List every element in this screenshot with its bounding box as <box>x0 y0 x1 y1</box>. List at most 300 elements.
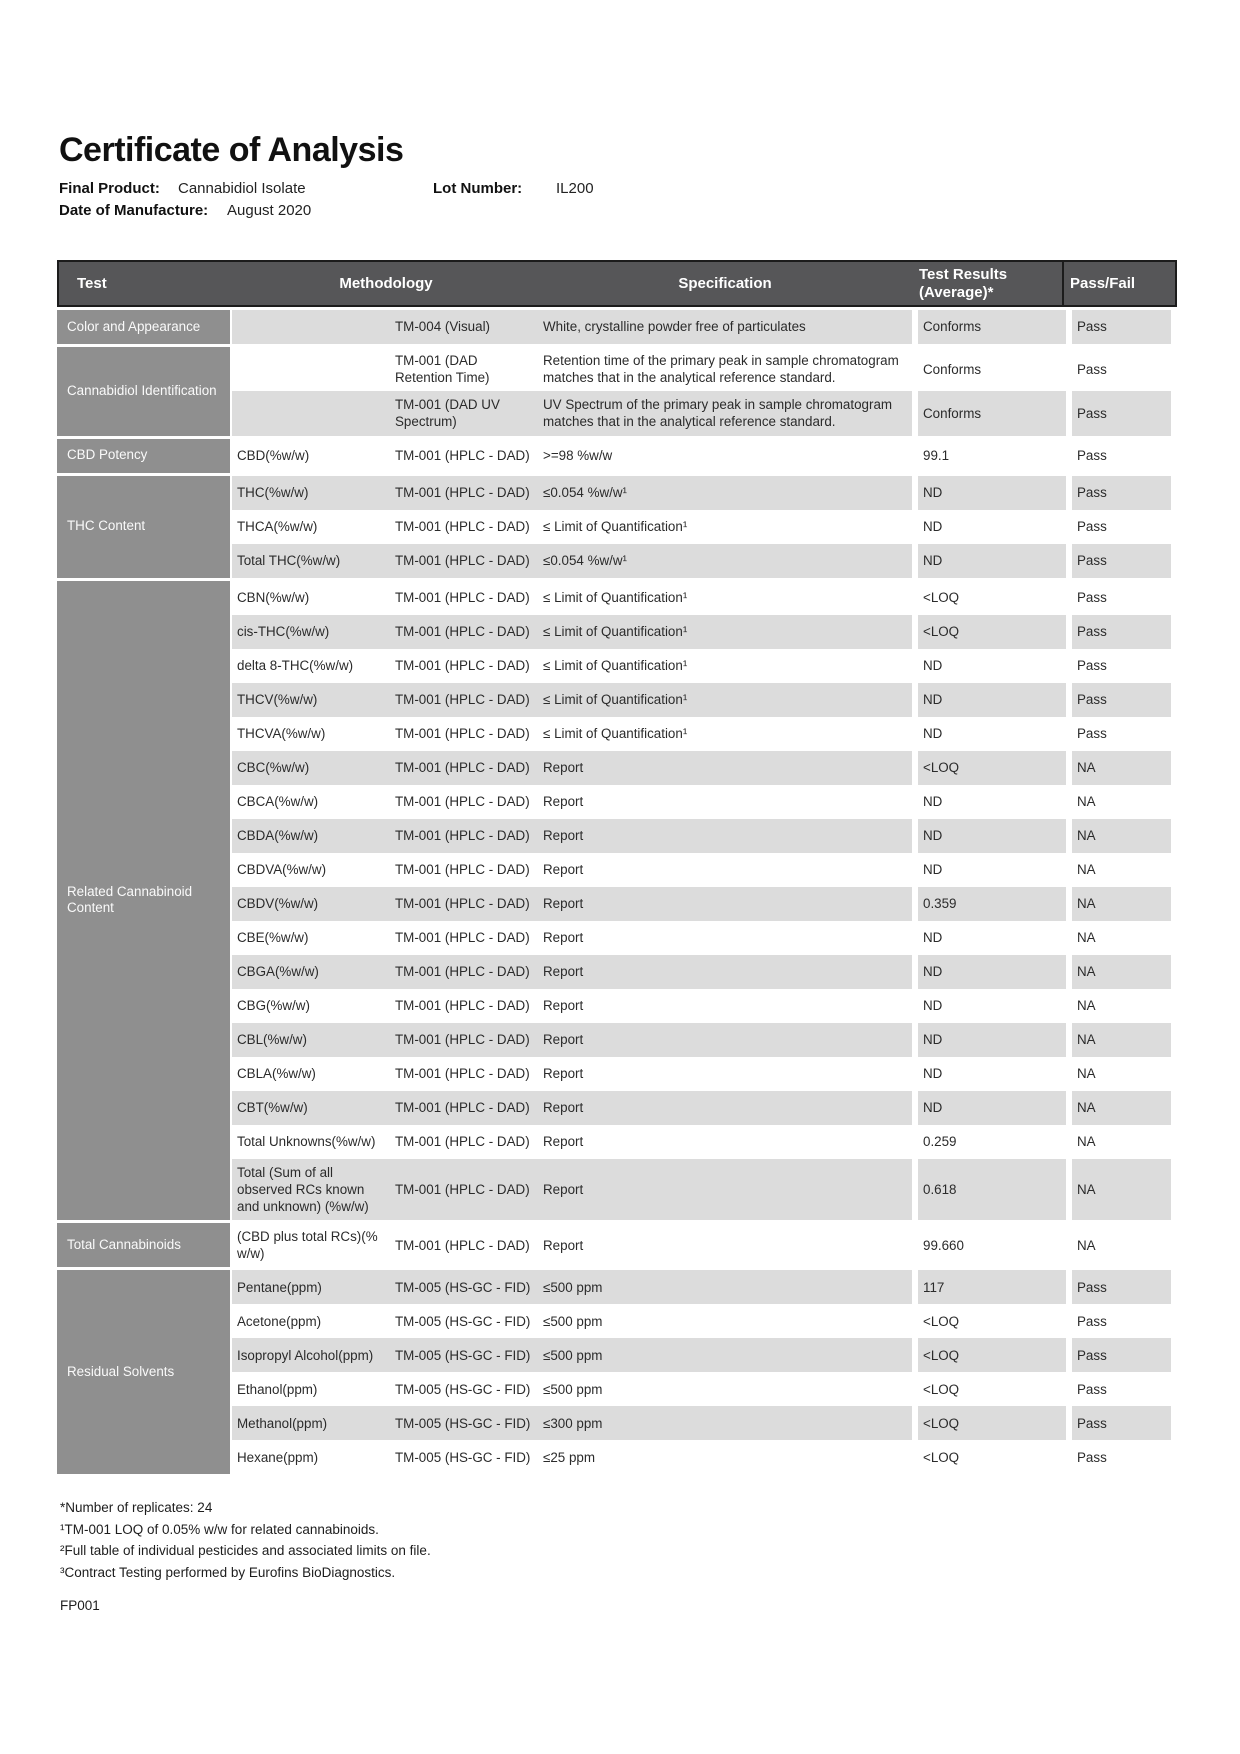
test-category-cell <box>57 347 230 436</box>
table-row <box>232 391 1177 435</box>
spec-value: ≤500 ppm <box>543 1279 603 1295</box>
pass-value: Pass <box>1077 519 1107 535</box>
result-cell <box>918 1270 1066 1304</box>
analyte-value: Acetone(ppm) <box>237 1313 322 1329</box>
header-specification: Specification <box>678 274 772 292</box>
method-cell <box>390 1406 538 1440</box>
method-value: TM-001 (HPLC - DAD) <box>395 1237 530 1253</box>
method-value: TM-001 (HPLC - DAD) <box>395 1181 530 1197</box>
analyte-cell <box>232 1270 390 1304</box>
method-value: TM-001 (HPLC - DAD) <box>395 896 530 912</box>
analyte-cell <box>232 955 390 989</box>
section-rows <box>232 347 1177 436</box>
method-value: TM-001 (HPLC - DAD) <box>395 794 530 810</box>
spec-value: ≤ Limit of Quantification¹ <box>543 624 688 640</box>
pass-value: NA <box>1077 862 1096 878</box>
spec-cell <box>538 476 912 510</box>
form-code: FP001 <box>60 1598 100 1613</box>
table-row <box>232 439 1177 473</box>
result-value: ND <box>923 553 943 569</box>
product-info-row-2 <box>59 202 959 224</box>
pass-value: Pass <box>1077 1347 1107 1363</box>
result-cell <box>918 1338 1066 1372</box>
table-section <box>57 439 1177 473</box>
pass-cell <box>1072 347 1171 391</box>
result-cell <box>918 439 1066 473</box>
method-cell <box>390 1372 538 1406</box>
analyte-value: THCA(%w/w) <box>237 519 318 535</box>
result-cell <box>918 615 1066 649</box>
result-value: <LOQ <box>923 590 960 606</box>
result-value: <LOQ <box>923 760 960 776</box>
result-cell <box>918 1440 1066 1474</box>
analyte-cell <box>232 887 390 921</box>
spec-cell <box>538 1270 912 1304</box>
pass-cell <box>1072 1270 1171 1304</box>
pass-value: NA <box>1077 1181 1096 1197</box>
method-value: TM-001 (DAD UV Spectrum) <box>395 397 500 430</box>
method-value: TM-001 (HPLC - DAD) <box>395 1100 530 1116</box>
header-methodology: Methodology <box>339 274 433 292</box>
table-row <box>232 853 1177 887</box>
analyte-cell <box>232 510 390 544</box>
analyte-cell <box>232 476 390 510</box>
result-value: ND <box>923 862 943 878</box>
table-row <box>232 1023 1177 1057</box>
test-category-cell <box>57 1270 230 1474</box>
analyte-value: THC(%w/w) <box>237 485 309 501</box>
spec-value: UV Spectrum of the primary peak in sample chromatogram matches that in the analytical reference standard. <box>543 397 893 430</box>
spec-cell <box>538 921 912 955</box>
spec-cell <box>538 510 912 544</box>
spec-value: ≤0.054 %w/w¹ <box>543 485 628 501</box>
table-row <box>232 310 1177 344</box>
result-cell <box>918 751 1066 785</box>
method-cell <box>390 391 538 435</box>
test-category-cell <box>57 476 230 578</box>
analyte-cell <box>232 1372 390 1406</box>
analyte-value: CBT(%w/w) <box>237 1100 308 1116</box>
analyte-cell <box>232 1057 390 1091</box>
spec-value: Report <box>543 1032 584 1048</box>
spec-cell <box>538 347 912 391</box>
spec-cell <box>538 955 912 989</box>
method-value: TM-004 (Visual) <box>395 319 491 335</box>
pass-cell <box>1072 1023 1171 1057</box>
method-value: TM-001 (HPLC - DAD) <box>395 448 530 464</box>
method-cell <box>390 544 538 578</box>
spec-cell <box>538 439 912 473</box>
spec-value: Report <box>543 760 584 776</box>
method-value: TM-001 (HPLC - DAD) <box>395 760 530 776</box>
spec-cell <box>538 989 912 1023</box>
analyte-cell <box>232 785 390 819</box>
spec-value: ≤0.054 %w/w¹ <box>543 553 628 569</box>
spec-value: ≤300 ppm <box>543 1415 603 1431</box>
result-cell <box>918 581 1066 615</box>
method-cell <box>390 1338 538 1372</box>
spec-value: Report <box>543 964 584 980</box>
result-cell <box>918 1057 1066 1091</box>
pass-value: Pass <box>1077 485 1107 501</box>
analyte-cell <box>232 1023 390 1057</box>
result-value: Conforms <box>923 319 982 335</box>
pass-value: NA <box>1077 794 1096 810</box>
method-value: TM-001 (HPLC - DAD) <box>395 1066 530 1082</box>
table-row <box>232 819 1177 853</box>
pass-value: NA <box>1077 964 1096 980</box>
pass-cell <box>1072 1304 1171 1338</box>
test-category-cell <box>57 439 230 473</box>
analyte-value: CBL(%w/w) <box>237 1032 307 1048</box>
pass-cell <box>1072 439 1171 473</box>
result-value: 0.259 <box>923 1134 957 1150</box>
result-cell <box>918 717 1066 751</box>
test-category-cell <box>57 1223 230 1267</box>
table-row <box>232 1091 1177 1125</box>
method-value: TM-001 (HPLC - DAD) <box>395 624 530 640</box>
analyte-cell <box>232 649 390 683</box>
analyte-value: Methanol(ppm) <box>237 1415 328 1431</box>
method-value: TM-005 (HS-GC - FID) <box>395 1381 531 1397</box>
spec-cell <box>538 853 912 887</box>
analyte-cell <box>232 1125 390 1159</box>
result-cell <box>918 544 1066 578</box>
method-value: TM-001 (HPLC - DAD) <box>395 658 530 674</box>
result-value: ND <box>923 930 943 946</box>
table-row <box>232 751 1177 785</box>
analyte-cell <box>232 1091 390 1125</box>
method-cell <box>390 1125 538 1159</box>
pass-cell <box>1072 1125 1171 1159</box>
pass-value: NA <box>1077 896 1096 912</box>
method-value: TM-005 (HS-GC - FID) <box>395 1449 531 1465</box>
method-cell <box>390 615 538 649</box>
analyte-cell <box>232 615 390 649</box>
method-cell <box>390 683 538 717</box>
result-value: <LOQ <box>923 1381 960 1397</box>
result-value: ND <box>923 964 943 980</box>
method-cell <box>390 819 538 853</box>
table-row <box>232 989 1177 1023</box>
analyte-value: Total (Sum of all observed RCs known and unknown) (%w/w) <box>237 1164 369 1214</box>
table-section <box>57 310 1177 344</box>
pass-value: NA <box>1077 930 1096 946</box>
analyte-value: CBD(%w/w) <box>237 448 310 464</box>
method-value: TM-001 (HPLC - DAD) <box>395 1032 530 1048</box>
result-value: Conforms <box>923 361 982 377</box>
spec-cell <box>538 1023 912 1057</box>
pass-value: Pass <box>1077 726 1107 742</box>
table-row <box>232 544 1177 578</box>
pass-value: Pass <box>1077 405 1107 421</box>
method-value: TM-001 (HPLC - DAD) <box>395 485 530 501</box>
method-cell <box>390 785 538 819</box>
spec-value: Report <box>543 862 584 878</box>
test-category-cell <box>57 581 230 1220</box>
method-cell <box>390 347 538 391</box>
method-cell <box>390 510 538 544</box>
table-row <box>232 1338 1177 1372</box>
method-cell <box>390 1159 538 1220</box>
method-value: TM-001 (HPLC - DAD) <box>395 1134 530 1150</box>
analyte-cell <box>232 921 390 955</box>
table-row <box>232 1440 1177 1474</box>
table-row <box>232 347 1177 391</box>
table-row <box>232 785 1177 819</box>
pass-cell <box>1072 887 1171 921</box>
pass-cell <box>1072 955 1171 989</box>
result-value: <LOQ <box>923 624 960 640</box>
pass-value: Pass <box>1077 624 1107 640</box>
spec-value: Report <box>543 828 584 844</box>
pass-cell <box>1072 581 1171 615</box>
final-product-value: Cannabidiol Isolate <box>178 180 306 197</box>
analyte-cell <box>232 819 390 853</box>
section-rows <box>232 439 1177 473</box>
spec-value: Retention time of the primary peak in sample chromatogram matches that in the analytical reference standard. <box>543 353 899 386</box>
result-cell <box>918 510 1066 544</box>
result-value: ND <box>923 1032 943 1048</box>
analyte-value: Ethanol(ppm) <box>237 1381 318 1397</box>
pass-value: NA <box>1077 1100 1096 1116</box>
spec-cell <box>538 751 912 785</box>
method-value: TM-001 (HPLC - DAD) <box>395 862 530 878</box>
spec-cell <box>538 1057 912 1091</box>
method-cell <box>390 921 538 955</box>
pass-value: NA <box>1077 1032 1096 1048</box>
spec-cell <box>538 717 912 751</box>
method-cell <box>390 1057 538 1091</box>
result-value: ND <box>923 828 943 844</box>
pass-value: Pass <box>1077 658 1107 674</box>
result-cell <box>918 853 1066 887</box>
pass-cell <box>1072 853 1171 887</box>
spec-value: ≤500 ppm <box>543 1381 603 1397</box>
spec-cell <box>538 1125 912 1159</box>
pass-cell <box>1072 1057 1171 1091</box>
product-info-row-1 <box>59 180 959 202</box>
table-row <box>232 1159 1177 1220</box>
method-value: TM-001 (HPLC - DAD) <box>395 930 530 946</box>
footnote-loq: ¹TM-001 LOQ of 0.05% w/w for related cannabinoids. <box>60 1521 379 1537</box>
method-cell <box>390 1304 538 1338</box>
analyte-cell <box>232 853 390 887</box>
result-cell <box>918 649 1066 683</box>
pass-value: Pass <box>1077 692 1107 708</box>
pass-value: Pass <box>1077 1415 1107 1431</box>
result-value: ND <box>923 726 943 742</box>
result-value: ND <box>923 519 943 535</box>
product-info-block <box>59 180 959 224</box>
table-section <box>57 581 1177 1220</box>
analyte-value: CBN(%w/w) <box>237 590 310 606</box>
analyte-cell <box>232 391 390 435</box>
analyte-cell <box>232 989 390 1023</box>
footnotes-block <box>60 1497 431 1583</box>
table-row <box>232 1270 1177 1304</box>
analyte-cell <box>232 1304 390 1338</box>
section-rows <box>232 1270 1177 1474</box>
spec-cell <box>538 615 912 649</box>
pass-value: Pass <box>1077 448 1107 464</box>
spec-value: ≤ Limit of Quantification¹ <box>543 519 688 535</box>
analyte-value: Pentane(ppm) <box>237 1279 322 1295</box>
spec-cell <box>538 1372 912 1406</box>
result-value: <LOQ <box>923 1347 960 1363</box>
method-cell <box>390 476 538 510</box>
test-category-label: Residual Solvents <box>67 1364 175 1380</box>
pass-value: Pass <box>1077 1313 1107 1329</box>
result-value: ND <box>923 658 943 674</box>
analyte-value: (CBD plus total RCs)(% w/w) <box>237 1229 378 1262</box>
analyte-cell <box>232 310 390 344</box>
pass-cell <box>1072 751 1171 785</box>
result-cell <box>918 819 1066 853</box>
result-value: ND <box>923 485 943 501</box>
analyte-cell <box>232 717 390 751</box>
spec-value: ≤ Limit of Quantification¹ <box>543 692 688 708</box>
analyte-cell <box>232 1223 390 1267</box>
result-cell <box>918 989 1066 1023</box>
spec-cell <box>538 1440 912 1474</box>
method-cell <box>390 1440 538 1474</box>
footnote-pesticides: ²Full table of individual pesticides and associated limits on file. <box>60 1543 431 1558</box>
test-category-label: Cannabidiol Identification <box>67 382 217 398</box>
spec-value: ≤25 ppm <box>543 1449 596 1465</box>
table-row <box>232 955 1177 989</box>
spec-value: ≤500 ppm <box>543 1347 603 1363</box>
header-pass-fail: Pass/Fail <box>1070 274 1136 292</box>
spec-cell <box>538 819 912 853</box>
pass-value: NA <box>1077 998 1096 1014</box>
pass-cell <box>1072 1440 1171 1474</box>
analyte-value: CBDV(%w/w) <box>237 896 319 912</box>
pass-cell <box>1072 921 1171 955</box>
pass-cell <box>1072 1091 1171 1125</box>
analyte-cell <box>232 1406 390 1440</box>
method-value: TM-001 (HPLC - DAD) <box>395 998 530 1014</box>
pass-cell <box>1072 1338 1171 1372</box>
pass-cell <box>1072 544 1171 578</box>
result-value: ND <box>923 692 943 708</box>
result-cell <box>918 1406 1066 1440</box>
result-value: 0.359 <box>923 896 957 912</box>
method-value: TM-001 (HPLC - DAD) <box>395 519 530 535</box>
analyte-cell <box>232 683 390 717</box>
table-row <box>232 1223 1177 1267</box>
result-cell <box>918 347 1066 391</box>
spec-cell <box>538 1159 912 1220</box>
pass-cell <box>1072 717 1171 751</box>
table-row <box>232 1125 1177 1159</box>
analyte-value: CBDA(%w/w) <box>237 828 319 844</box>
method-cell <box>390 887 538 921</box>
result-value: 117 <box>923 1279 945 1295</box>
spec-value: Report <box>543 1134 584 1150</box>
method-cell <box>390 1270 538 1304</box>
test-category-label: THC Content <box>67 518 146 534</box>
analyte-value: cis-THC(%w/w) <box>237 624 330 640</box>
result-cell <box>918 310 1066 344</box>
method-cell <box>390 439 538 473</box>
method-value: TM-001 (HPLC - DAD) <box>395 553 530 569</box>
section-rows <box>232 476 1177 578</box>
pass-value: NA <box>1077 760 1096 776</box>
pass-cell <box>1072 1223 1171 1267</box>
spec-value: >=98 %w/w <box>543 448 613 464</box>
result-cell <box>918 785 1066 819</box>
spec-value: ≤500 ppm <box>543 1313 603 1329</box>
section-rows <box>232 1223 1177 1267</box>
table-row <box>232 1057 1177 1091</box>
result-cell <box>918 955 1066 989</box>
pass-value: Pass <box>1077 1381 1107 1397</box>
lot-number-value: IL200 <box>556 180 594 197</box>
analyte-cell <box>232 1159 390 1220</box>
table-section <box>57 476 1177 578</box>
method-value: TM-001 (HPLC - DAD) <box>395 590 530 606</box>
analyte-cell <box>232 751 390 785</box>
result-cell <box>918 391 1066 435</box>
test-category-cell <box>57 310 230 344</box>
pass-cell <box>1072 819 1171 853</box>
result-value: 0.618 <box>923 1181 957 1197</box>
method-cell <box>390 1223 538 1267</box>
analyte-value: Hexane(ppm) <box>237 1449 319 1465</box>
result-cell <box>918 1372 1066 1406</box>
table-section <box>57 1270 1177 1474</box>
spec-value: Report <box>543 1181 584 1197</box>
result-cell <box>918 1159 1066 1220</box>
analyte-value: Isopropyl Alcohol(ppm) <box>237 1347 374 1363</box>
method-value: TM-001 (HPLC - DAD) <box>395 964 530 980</box>
spec-cell <box>538 1091 912 1125</box>
pass-cell <box>1072 1372 1171 1406</box>
method-value: TM-005 (HS-GC - FID) <box>395 1313 531 1329</box>
spec-cell <box>538 1406 912 1440</box>
analyte-value: Total Unknowns(%w/w) <box>237 1134 376 1150</box>
analyte-cell <box>232 439 390 473</box>
spec-value: Report <box>543 1237 584 1253</box>
result-value: ND <box>923 1066 943 1082</box>
spec-value: Report <box>543 930 584 946</box>
spec-value: Report <box>543 896 584 912</box>
test-category-label: CBD Potency <box>67 447 148 463</box>
analyte-value: CBE(%w/w) <box>237 930 309 946</box>
analyte-cell <box>232 581 390 615</box>
header-test-results: Test Results (Average)* <box>912 262 1064 305</box>
spec-value: Report <box>543 998 584 1014</box>
table-row <box>232 683 1177 717</box>
method-cell <box>390 1091 538 1125</box>
spec-cell <box>538 391 912 435</box>
spec-cell <box>538 1338 912 1372</box>
result-value: <LOQ <box>923 1313 960 1329</box>
pass-value: NA <box>1077 1066 1096 1082</box>
pass-value: NA <box>1077 1237 1096 1253</box>
method-cell <box>390 853 538 887</box>
pass-cell <box>1072 989 1171 1023</box>
result-cell <box>918 683 1066 717</box>
header-test: Test <box>77 274 107 292</box>
table-row <box>232 510 1177 544</box>
method-value: TM-005 (HS-GC - FID) <box>395 1415 531 1431</box>
spec-cell <box>538 1304 912 1338</box>
test-category-label: Color and Appearance <box>67 318 201 334</box>
analyte-value: THCVA(%w/w) <box>237 726 326 742</box>
spec-value: Report <box>543 1066 584 1082</box>
